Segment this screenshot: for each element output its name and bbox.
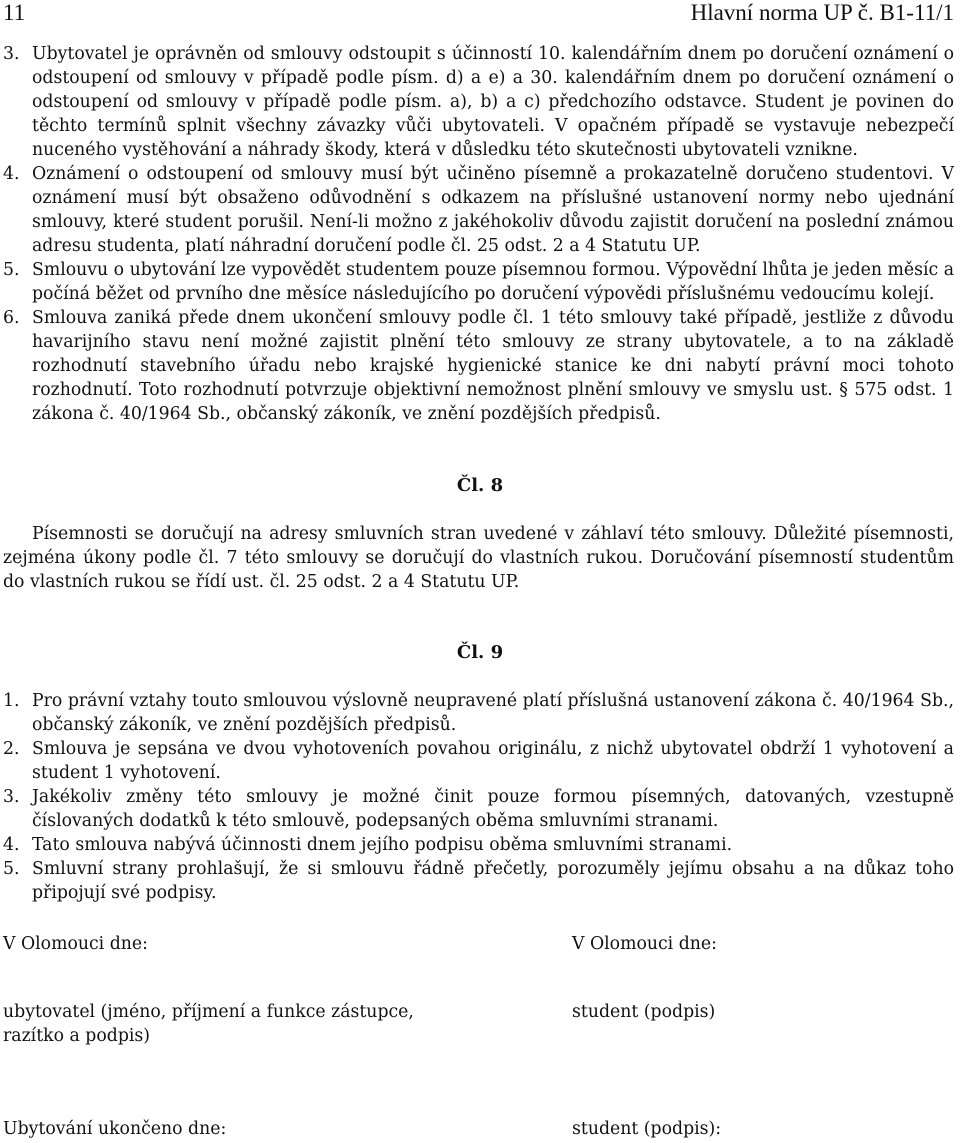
item-number: 4. xyxy=(3,835,20,855)
article9-heading: Čl. 9 xyxy=(456,642,504,663)
list-item xyxy=(0,306,960,426)
accommodation-end-label: Ubytování ukončeno dne: xyxy=(3,1119,227,1139)
list-item xyxy=(0,689,960,737)
list-item xyxy=(0,42,960,162)
item-text: Smluvní strany prohlašují, že si smlouvu řádně přečetly, porozuměly jejímu obsahu a na důkaz toho připojují své podpisy. xyxy=(32,859,954,903)
item-number: 5. xyxy=(3,260,20,280)
article8-text: Písemnosti se doručují na adresy smluvních stran uvedené v záhlaví této smlouvy. Důležité písemnosti, zejména úkony podle čl. 7 této smlouvy se doručují do vlastních rukou. Doručování písemností studentům do vlastních rukou se řídí ust. čl. 25 odst. 2 a 4 Statutu UP. xyxy=(3,524,954,592)
item-number: 5. xyxy=(3,859,20,879)
place-date-left: V Olomouci dne: xyxy=(3,934,148,954)
item-text: Tato smlouva nabývá účinnosti dnem jejího podpisu oběma smluvními stranami. xyxy=(32,835,733,855)
item-text: Smlouva zaniká přede dnem ukončení smlouvy podle čl. 1 této smlouvy také případě, jestliže z důvodu havarijního stavu není možné zajistit plnění této smlouvy ze strany ubytovatele, a to na základě rozhodnutí stavebního úřadu nebo krajské hygienické stanice ke dni nabytí právní moci tohoto rozhodnutí. Toto rozhodnutí potvrzuje objektivní nemožnost plnění smlouvy ve smyslu ust. § 575 odst. 1 zákona č. 40/1964 Sb., občanský zákoník, ve znění pozdějších předpisů. xyxy=(32,308,954,424)
list-item xyxy=(0,737,960,785)
item-text: Pro právní vztahy touto smlouvou výslovně neupravené platí příslušná ustanovení zákona č. 40/1964 Sb., občanský zákoník, ve znění pozdějších předpisů. xyxy=(32,691,954,735)
item-number: 3. xyxy=(3,44,20,64)
item-text: Jakékoliv změny této smlouvy je možné činit pouze formou písemných, datovaných, vzestupně číslovaných dodatků k této smlouvě, podepsaných oběma smluvními stranami. xyxy=(32,787,954,831)
list-item xyxy=(0,258,960,306)
page-header xyxy=(3,0,954,28)
list-item xyxy=(0,162,960,258)
item-number: 1. xyxy=(3,691,20,711)
landlord-signature-label xyxy=(3,1000,414,1048)
list-item xyxy=(0,833,960,857)
item-text: Oznámení o odstoupení od smlouvy musí být učiněno písemně a prokazatelně doručeno studentovi. V oznámení musí být obsaženo odůvodnění s odkazem na příslušné ustanovení normy nebo ujednání smlouvy, které student porušil. Není-li možno z jakéhokoliv důvodu zajistit doručení na poslední známou adresu studenta, platí náhradní doručení podle čl. 25 odst. 2 a 4 Statutu UP. xyxy=(32,164,954,256)
item-text: Smlouva je sepsána ve dvou vyhotoveních povahou originálu, z nichž ubytovatel obdrží 1 vyhotovení a student 1 vyhotovení. xyxy=(32,739,954,783)
item-number: 2. xyxy=(3,739,20,759)
student-end-signature-label: student (podpis): xyxy=(572,1119,722,1139)
list-item xyxy=(0,785,960,833)
article9-list xyxy=(0,689,960,905)
item-text: Smlouvu o ubytování lze vypovědět studentem pouze písemnou formou. Výpovědní lhůta je jeden měsíc a počíná běžet od prvního dne měsíce následujícího po doručení výpovědi příslušnému vedoucímu kolejí. xyxy=(32,260,954,304)
item-number: 6. xyxy=(3,308,20,328)
item-number: 3. xyxy=(3,787,20,807)
item-text: Ubytovatel je oprávněn od smlouvy odstoupit s účinností 10. kalendářním dnem po doručení oznámení o odstoupení od smlouvy v případě podle písm. d) a e) a 30. kalendářním dnem po doručení oznámení o odstoupení od smlouvy v případě podle písm. a), b) a c) předchozího odstavce. Student je povinen do těchto termínů splnit všechny závazky vůči ubytovateli. V opačném případě se vystavuje nebezpečí nuceného vystěhování a náhrady škody, která v důsledku této skutečnosti ubytovateli vznikne. xyxy=(32,44,954,160)
landlord-signature-line2: razítko a podpis) xyxy=(3,1026,151,1046)
landlord-signature-line1: ubytovatel (jméno, příjmení a funkce zástupce, xyxy=(3,1002,414,1022)
item-number: 4. xyxy=(3,164,20,184)
list-item xyxy=(0,857,960,905)
document-title: Hlavní norma UP č. B1-11/1 xyxy=(690,0,954,25)
place-date-right: V Olomouci dne: xyxy=(572,934,717,954)
article7-list xyxy=(0,42,960,426)
student-signature-label: student (podpis) xyxy=(572,1002,716,1022)
page-number: 11 xyxy=(3,0,26,25)
article8-heading: Čl. 8 xyxy=(456,475,504,496)
